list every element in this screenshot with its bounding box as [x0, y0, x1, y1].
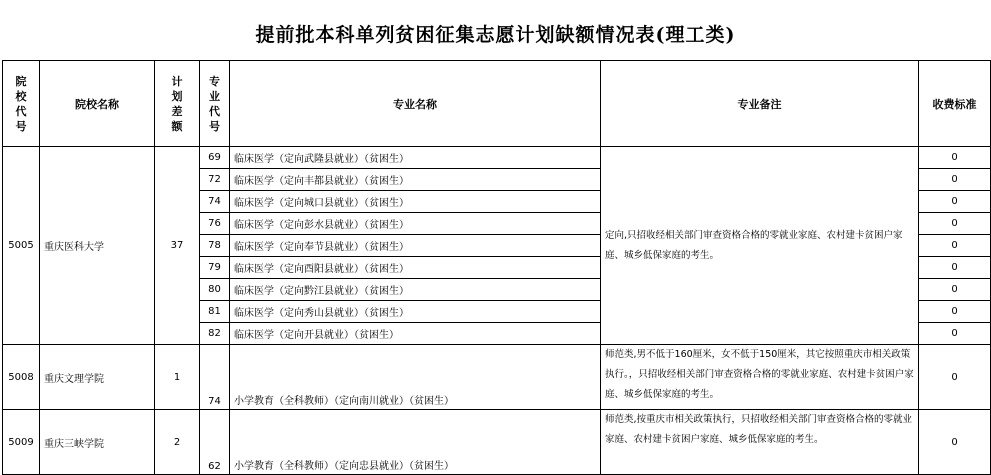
header-fee: 收费标准	[919, 61, 991, 147]
school-code: 5008	[3, 345, 40, 410]
major-name: 临床医学（定向酉阳县就业）（贫困生）	[230, 257, 601, 279]
major-name: 临床医学（定向开县就业）（贫困生）	[230, 323, 601, 345]
major-code: 62	[200, 410, 230, 475]
major-code: 74	[200, 191, 230, 213]
major-code: 76	[200, 213, 230, 235]
fee-value: 0	[919, 410, 991, 475]
school-name: 重庆文理学院	[40, 345, 155, 410]
school-name: 重庆三峡学院	[40, 410, 155, 475]
quota-table	[2, 60, 991, 475]
school-code: 5009	[3, 410, 40, 475]
major-name: 临床医学（定向秀山县就业）（贫困生）	[230, 301, 601, 323]
header-row	[3, 61, 991, 147]
major-code: 69	[200, 147, 230, 169]
fee-value: 0	[919, 169, 991, 191]
major-name: 临床医学（定向丰都县就业）（贫困生）	[230, 169, 601, 191]
major-name: 临床医学（定向奉节县就业）（贫困生）	[230, 235, 601, 257]
major-name: 临床医学（定向彭水县就业）（贫困生）	[230, 213, 601, 235]
header-major-code: 专 业 代 号	[200, 61, 230, 147]
school-name: 重庆医科大学	[40, 147, 155, 345]
fee-value: 0	[919, 345, 991, 410]
fee-value: 0	[919, 257, 991, 279]
table-row	[3, 345, 991, 410]
major-name: 小学教育（全科教师）（定向忠县就业）（贫困生）	[230, 410, 601, 475]
major-code: 79	[200, 257, 230, 279]
table-row	[3, 147, 991, 169]
major-note: 定向,只招收经相关部门审查资格合格的零就业家庭、农村建卡贫困户家庭、城乡低保家庭的考生。	[601, 147, 919, 345]
major-code: 78	[200, 235, 230, 257]
fee-value: 0	[919, 279, 991, 301]
fee-value: 0	[919, 323, 991, 345]
fee-value: 0	[919, 301, 991, 323]
school-code: 5005	[3, 147, 40, 345]
fee-value: 0	[919, 191, 991, 213]
major-name: 临床医学（定向武隆县就业）（贫困生）	[230, 147, 601, 169]
major-name: 临床医学（定向黔江县就业）（贫困生）	[230, 279, 601, 301]
major-code: 82	[200, 323, 230, 345]
table-row	[3, 410, 991, 475]
page-title: 提前批本科单列贫困征集志愿计划缺额情况表(理工类)	[255, 24, 736, 46]
plan-gap: 2	[155, 410, 200, 475]
major-note: 师范类,男不低于160厘米，女不低于150厘米，其它按照重庆市相关政策执行。，只招收经相关部门审查资格合格的零就业家庭、农村建卡贫困户家庭、城乡低保家庭的考生。	[601, 345, 919, 410]
major-name: 小学教育（全科教师）（定向南川就业）（贫困生）	[230, 345, 601, 410]
major-note: 师范类,按重庆市相关政策执行，只招收经相关部门审查资格合格的零就业家庭、农村建卡贫困户家庭、城乡低保家庭的考生。	[601, 410, 919, 475]
major-code: 80	[200, 279, 230, 301]
major-name: 临床医学（定向城口县就业）（贫困生）	[230, 191, 601, 213]
header-plan-gap: 计 划 差 额	[155, 61, 200, 147]
fee-value: 0	[919, 235, 991, 257]
header-school-name: 院校名称	[40, 61, 155, 147]
major-code: 81	[200, 301, 230, 323]
major-code: 72	[200, 169, 230, 191]
fee-value: 0	[919, 147, 991, 169]
header-major-name: 专业名称	[230, 61, 601, 147]
major-code: 74	[200, 345, 230, 410]
fee-value: 0	[919, 213, 991, 235]
plan-gap: 37	[155, 147, 200, 345]
plan-gap: 1	[155, 345, 200, 410]
header-school-code: 院 校 代 号	[3, 61, 40, 147]
header-major-note: 专业备注	[601, 61, 919, 147]
